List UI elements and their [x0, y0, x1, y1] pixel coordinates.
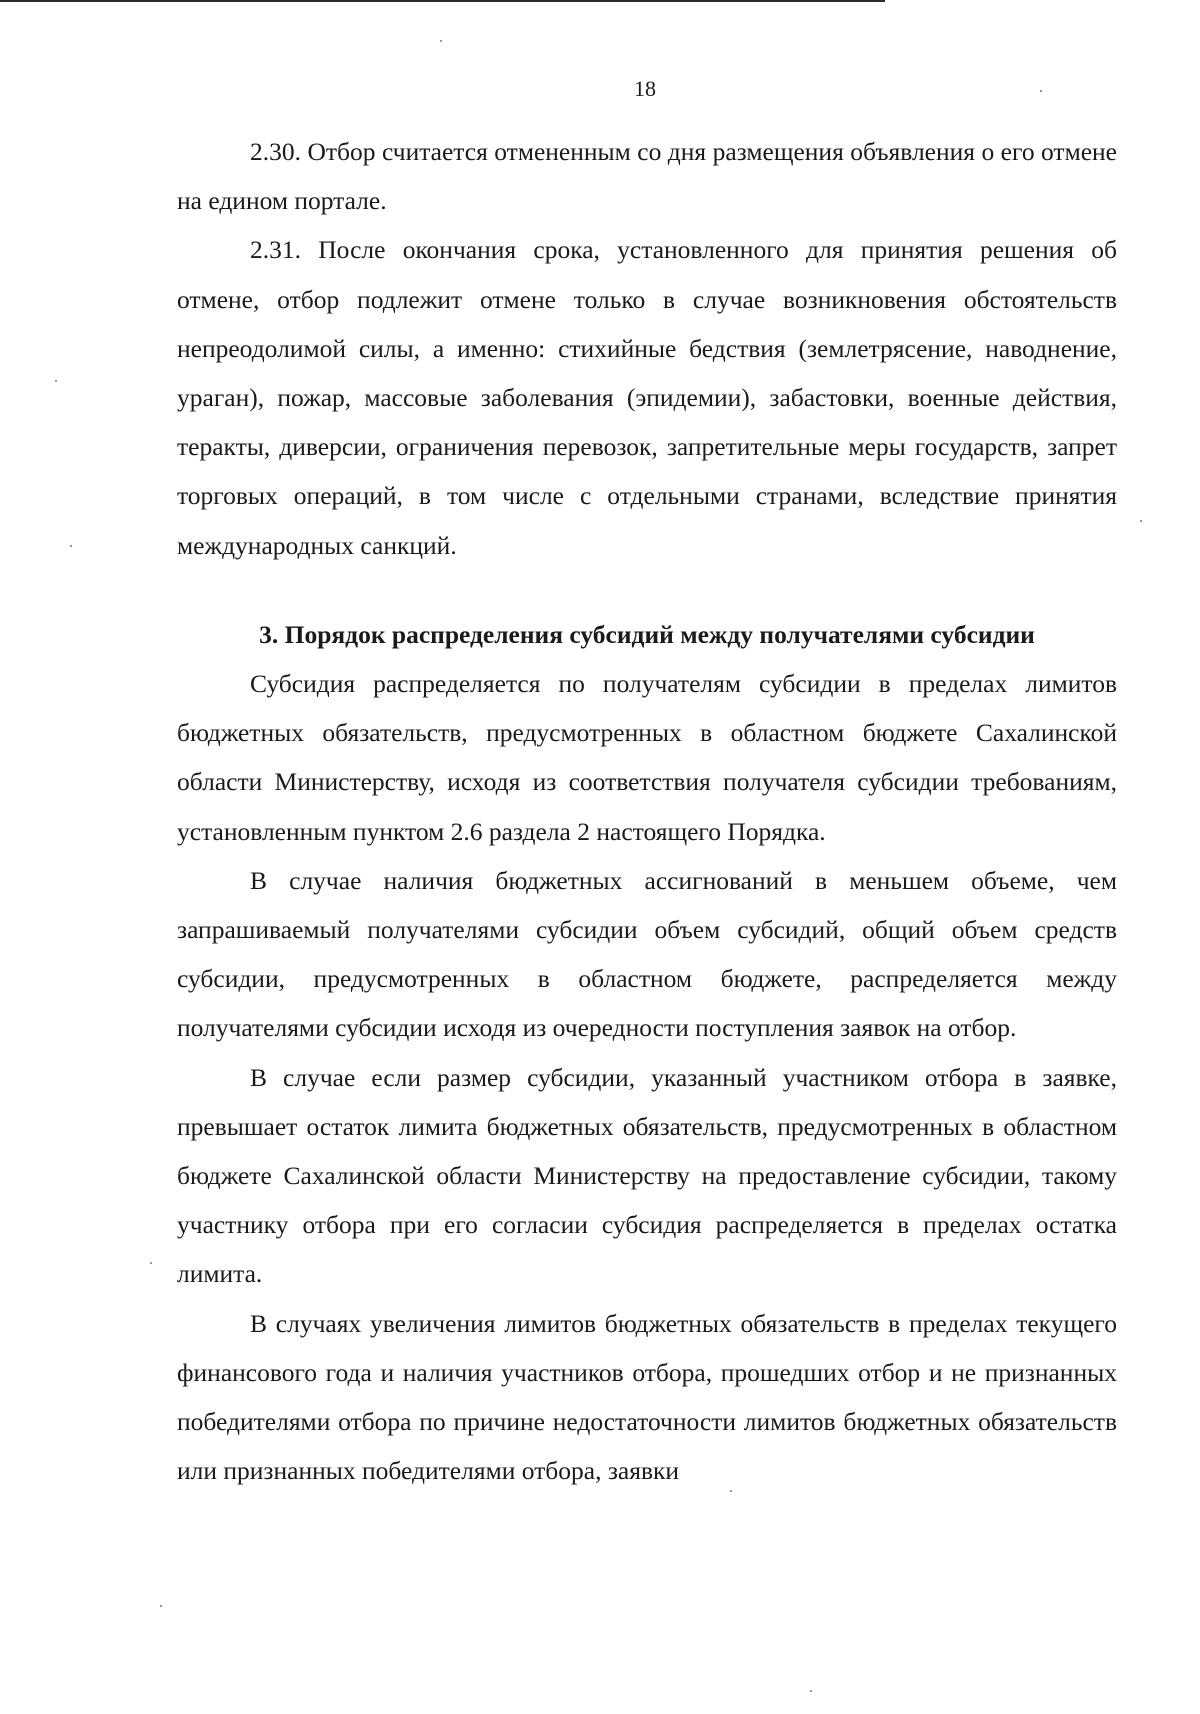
scan-speck [810, 1690, 812, 1692]
scan-speck [1040, 90, 1042, 92]
scan-speck [730, 1490, 732, 1492]
scan-speck [55, 380, 57, 382]
scan-speck [1140, 520, 1142, 522]
scan-speck [160, 1605, 162, 1607]
paragraph-2-30: 2.30. Отбор считается отмененным со дня размещения объявления о его отмене на едином портале. [177, 137, 1117, 216]
paragraph-limit-increase: В случаях увеличения лимитов бюджетных обязательств в пределах текущего финансового года и наличия участников отбора, прошедших отбор и не признанных победителями отбора по причине недостаточности лимитов бюджетных обязательств или признанных победителями отбора, заявки [177, 1308, 1117, 1486]
page-number: 18 [634, 76, 656, 101]
section-3-heading: 3. Порядок распределения субсидий между получателями субсидии [259, 619, 1035, 649]
scan-speck [150, 1262, 152, 1264]
scan-speck [440, 40, 442, 42]
paragraph-2-31: 2.31. После окончания срока, установленного для принятия решения об отмене, отбор подлежит отмене только в случае возникновения обстоятельств непреодолимой силы, а именно: стихийные бедствия (землетрясение, наводнение, ураган), пожар, массовые заболевания (эпидемии), забастовки, военные действия, теракты, диверсии, ограничения перевозок, запретительные меры государств, запрет торговых операций, в том числе с отдельными странами, вследствие принятия международных санкций. [177, 235, 1117, 560]
paragraph-insufficient-allocations: В случае наличия бюджетных ассигнований в меньшем объеме, чем запрашиваемый получателями субсидии объем субсидий, общий объем средств субсидии, предусмотренных в областном бюджете, распределяется между получателями субсидии исходя из очередности поступления заявок на отбор. [177, 865, 1117, 1043]
scan-speck [70, 545, 72, 547]
document-body [177, 127, 1117, 1495]
top-border-line [0, 0, 885, 2]
paragraph-distribution: Субсидия распределяется по получателям субсидии в пределах лимитов бюджетных обязательств, предусмотренных в областном бюджете Сахалинской области Министерству, исходя из соответствия получателя субсидии требованиям, установленным пунктом 2.6 раздела 2 настоящего Порядка. [177, 669, 1117, 846]
paragraph-limit-remainder: В случае если размер субсидии, указанный участником отбора в заявке, превышает остаток лимита бюджетных обязательств, предусмотренных в областном бюджете Сахалинской области Министерству на предоставление субсидии, такому участнику отбора при его согласии субсидия распределяется в пределах остатка лимита. [177, 1062, 1117, 1289]
